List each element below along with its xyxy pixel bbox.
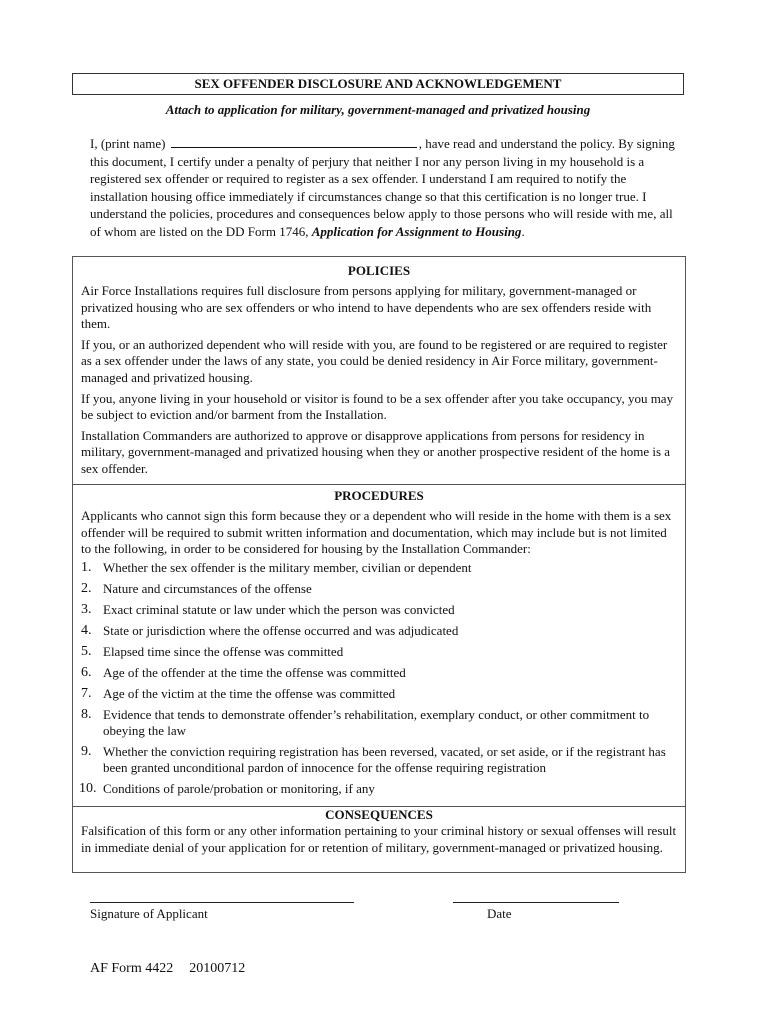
date-label: Date	[487, 906, 512, 921]
list-item-number: 2.	[81, 580, 92, 596]
applicant-signature-label: Signature of Applicant	[90, 906, 208, 921]
list-item-number: 10.	[79, 780, 97, 796]
certification-statement	[90, 135, 684, 240]
list-item-text: Whether the conviction requiring registration has been reversed, vacated, or set aside, or if the registrant has been granted unconditional pardon of innocence for the offense requiring registration	[103, 743, 666, 775]
policy-paragraph: If you, or an authorized dependent who will reside with you, are found to be registered or are required to register as a sex offender under the laws of any state, you could be denied residency in Air Force military, government-managed and privatized housing.	[81, 336, 668, 385]
consequences-section	[72, 806, 686, 873]
list-item-text: Nature and circumstances of the offense	[103, 580, 312, 596]
policies-section	[72, 256, 686, 485]
certification-end: .	[521, 223, 525, 239]
list-item-text: Age of the victim at the time the offense was committed	[103, 685, 396, 701]
policy-paragraph: If you, anyone living in your household or visitor is found to be a sex offender after you take occupancy, you may be subject to eviction and/or barment from the Installation.	[81, 390, 674, 423]
list-item	[81, 665, 677, 681]
list-item	[81, 602, 677, 618]
list-item-number: 7.	[81, 685, 92, 701]
list-item-number: 8.	[81, 706, 92, 722]
list-item-number: 1.	[81, 559, 92, 575]
list-item-number: 3.	[81, 601, 92, 617]
list-item	[81, 686, 677, 702]
list-item-text: Evidence that tends to demonstrate offender’s rehabilitation, exemplary conduct, or other commitment to obeying the law	[103, 706, 650, 738]
form-subtitle: Attach to application for military, government-managed and privatized housing	[165, 102, 591, 117]
consequences-heading: CONSEQUENCES	[325, 807, 433, 822]
policy-paragraph: Air Force Installations requires full disclosure from persons applying for military, government-managed or privatized housing who are sex offenders or who intend to have dependents who are sex offenders reside with them.	[81, 283, 652, 332]
form-footer	[90, 961, 245, 978]
procedures-heading: PROCEDURES	[334, 488, 424, 503]
procedures-intro: Applicants who cannot sign this form because they or a dependent who will reside in the home with them is a sex offender will be required to submit written information and documentation, which may include but is not limited to the following, in order to be considered for housing by the Installation Commander:	[81, 508, 672, 557]
form-number: AF Form 4422	[90, 961, 174, 976]
form-date: 20100712	[189, 961, 246, 976]
dd-form-title: Application for Assignment to Housing	[311, 223, 522, 239]
list-item-text: Conditions of parole/probation or monitoring, if any	[103, 780, 375, 796]
list-item	[81, 707, 677, 739]
consequences-text: Falsification of this form or any other information pertaining to your criminal history or sexual offenses will result in immediate denial of your application for or retention of military, government-managed or privatized housing.	[81, 823, 677, 855]
list-item	[81, 560, 677, 576]
certification-text: , have read and understand the policy. By signing this document, I certify under a penalty of perjury that neither I nor any person living in my household is a registered sex offender or required to register as a sex offender. I understand I am required to notify the installation housing office immediately if circumstances change so that this certification is no longer true. I understand the policies, procedures and consequences below apply to those persons who will reside with me, all of whom are listed on the DD Form 1746,	[90, 136, 675, 239]
date-signature-line[interactable]	[453, 902, 619, 903]
list-item-text: Age of the offender at the time the offense was committed	[103, 664, 406, 680]
applicant-signature-line[interactable]	[90, 902, 354, 903]
policy-paragraph: Installation Commanders are authorized to approve or disapprove applications from persons for residency in military, government-managed and privatized housing when they or another prospective resident of the home is a sex offender.	[81, 427, 671, 476]
list-item-text: Exact criminal statute or law under which the person was convicted	[103, 601, 455, 617]
list-item	[81, 623, 677, 639]
list-item-number: 4.	[81, 622, 92, 638]
list-item-text: Whether the sex offender is the military member, civilian or dependent	[103, 559, 472, 575]
list-item-text: State or jurisdiction where the offense occurred and was adjudicated	[103, 622, 459, 638]
list-item-number: 6.	[81, 664, 92, 680]
list-item-text: Elapsed time since the offense was committed	[103, 643, 344, 659]
list-item	[81, 581, 677, 597]
list-item-number: 5.	[81, 643, 92, 659]
procedures-section	[72, 484, 686, 807]
list-item-number: 9.	[81, 743, 92, 759]
print-name-field[interactable]	[171, 136, 417, 148]
form-title: SEX OFFENDER DISCLOSURE AND ACKNOWLEDGEMENT	[72, 73, 684, 95]
list-item	[81, 644, 677, 660]
list-item	[81, 744, 677, 776]
policies-heading: POLICIES	[347, 263, 411, 278]
procedures-list	[81, 560, 677, 797]
print-name-label: I, (print name)	[90, 136, 166, 151]
list-item	[81, 781, 677, 797]
